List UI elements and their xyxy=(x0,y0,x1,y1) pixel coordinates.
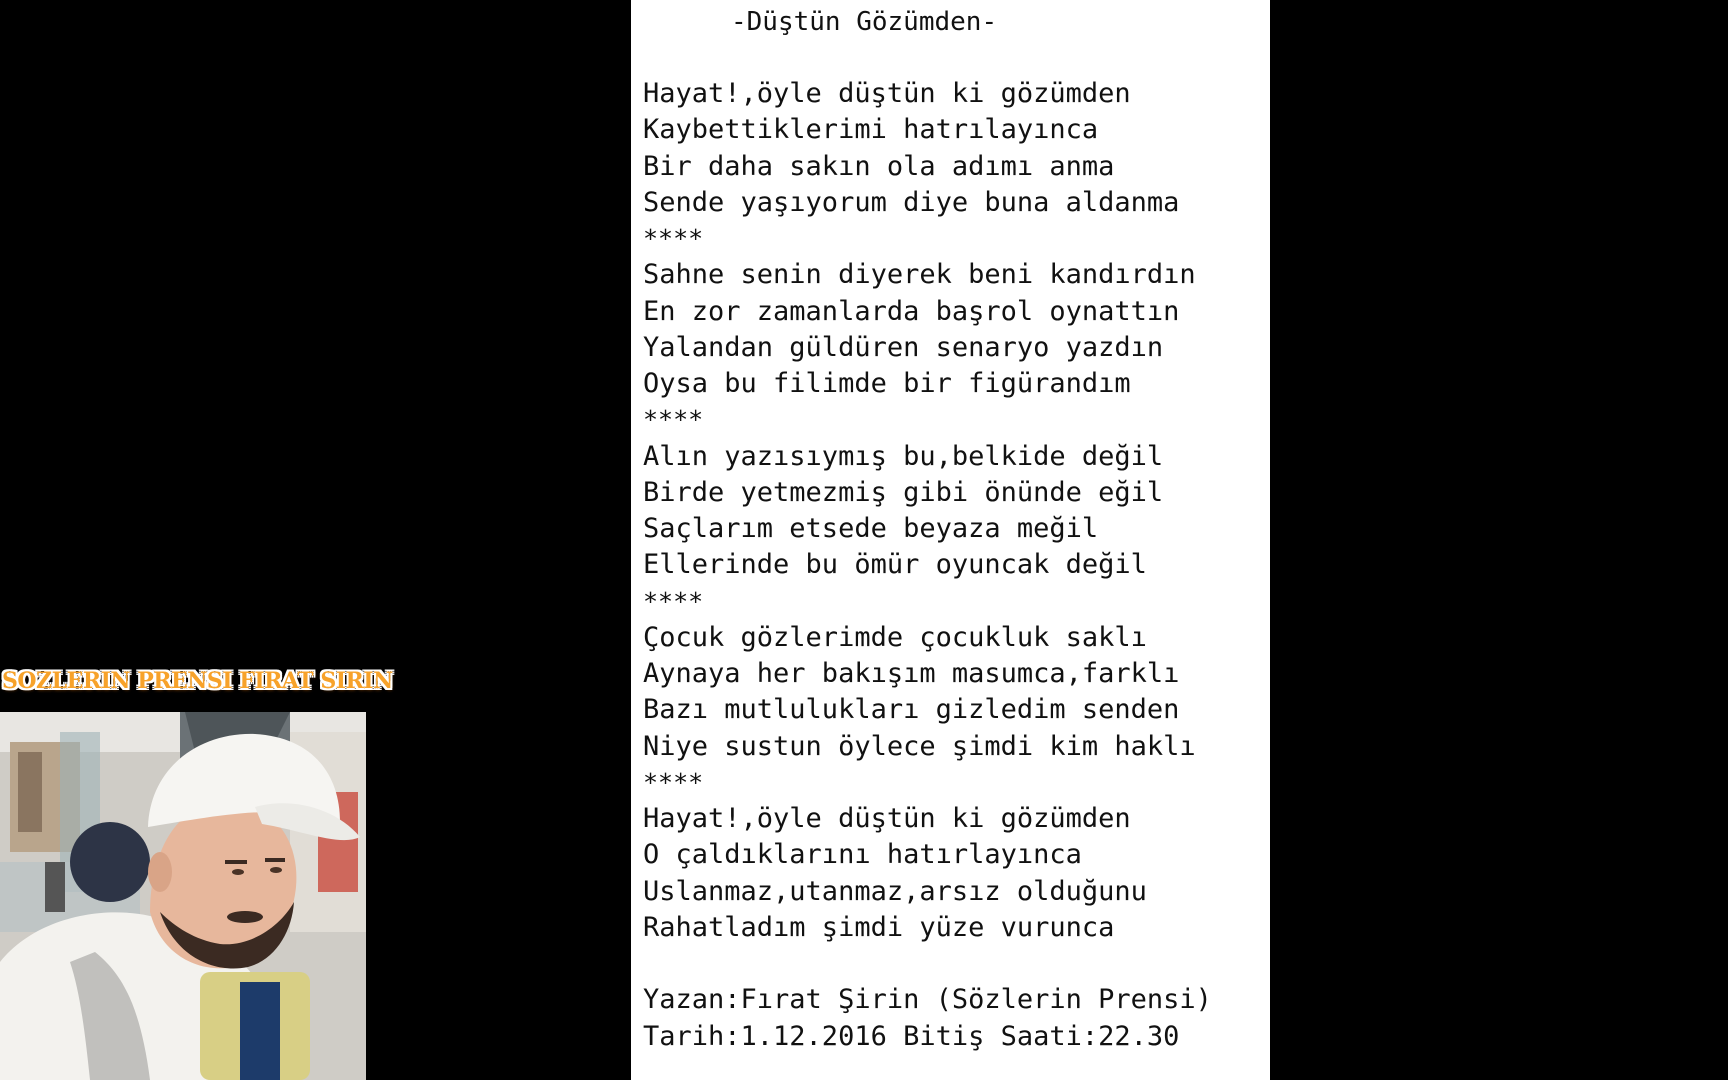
poem-line: Niye sustun öylece şimdi kim haklı xyxy=(643,730,1196,762)
stanza-separator: **** xyxy=(643,405,704,435)
stanza-separator: **** xyxy=(643,224,704,253)
poem-line: Bir daha sakın ola adımı anma xyxy=(643,150,1115,182)
poem-line: Sende yaşıyorum diye buna aldanma xyxy=(643,186,1180,218)
poem-line: En zor zamanlarda başrol oynattın xyxy=(643,295,1180,327)
poem-panel xyxy=(631,0,1270,1080)
poem-line: Ellerinde bu ömür oyuncak değil xyxy=(643,549,1147,581)
poem-title: -Düştün Gözümden- xyxy=(731,7,998,37)
author-portrait-photo xyxy=(0,712,366,1080)
poem-line: Uslanmaz,utanmaz,arsız olduğunu xyxy=(643,875,1147,907)
poem-line: Hayat!,öyle düştün ki gözümden xyxy=(643,78,1131,109)
poem-line: Kaybettiklerimi hatrılayınca xyxy=(643,114,1099,146)
blank-line xyxy=(643,946,1270,982)
poem-line: Aynaya her bakışım masumca,farklı xyxy=(643,658,1180,689)
poem-line: Oysa bu filimde bir figürandım xyxy=(643,368,1131,399)
author-banner: SOZLERIN PRENSI FIRAT SIRIN xyxy=(2,668,393,694)
poem-line: Bazı mutlulukları gizledim senden xyxy=(643,694,1180,726)
stanza-separator: **** xyxy=(643,586,704,616)
poem-line: Saçlarım etsede beyaza meğil xyxy=(643,513,1099,544)
poem-line: Rahatladım şimdi yüze vurunca xyxy=(643,911,1115,943)
poem-line: Tarih:1.12.2016 Bitiş Saati:22.30 xyxy=(643,1020,1180,1052)
poem-lines xyxy=(643,76,1270,1055)
poem-line: Sahne senin diyerek beni kandırdın xyxy=(643,259,1196,291)
author-photo xyxy=(0,712,366,1080)
poem-line: Çocuk gözlerimde çocukluk saklı xyxy=(643,621,1147,653)
poem-line: Alın yazısıymış bu,belkide değil xyxy=(643,440,1164,472)
poem-line: Yazan:Fırat Şirin (Sözlerin Prensi) xyxy=(643,984,1212,1016)
poem-line: Hayat!,öyle düştün ki gözümden xyxy=(643,803,1131,834)
stanza-separator: **** xyxy=(643,767,704,797)
poem-line: O çaldıklarını hatırlayınca xyxy=(643,839,1082,871)
poem-line: Birde yetmezmiş gibi önünde eğil xyxy=(643,476,1164,508)
poem-line: Yalandan güldüren senaryo yazdın xyxy=(643,331,1164,363)
